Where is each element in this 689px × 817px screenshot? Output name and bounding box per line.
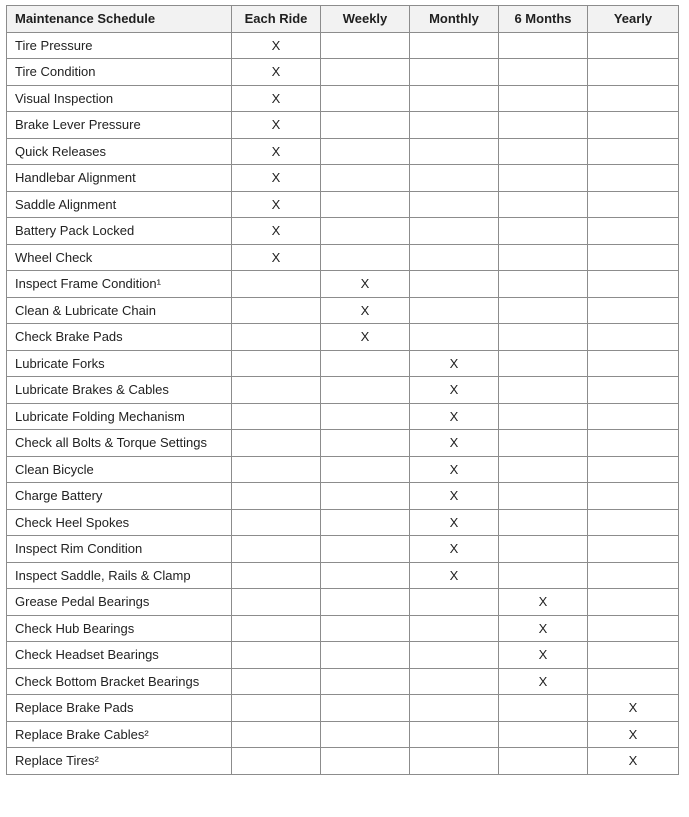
cell-monthly: [410, 695, 499, 722]
task-label: Check Brake Pads: [7, 324, 232, 351]
schedule-body: [7, 32, 679, 774]
table-row: [7, 244, 679, 271]
cell-6-months: [499, 695, 588, 722]
table-row: [7, 430, 679, 457]
cell-monthly: [410, 218, 499, 245]
cell-weekly: X: [321, 324, 410, 351]
cell-6-months: [499, 483, 588, 510]
cell-weekly: [321, 668, 410, 695]
cell-each-ride: [232, 589, 321, 616]
task-label: Check Hub Bearings: [7, 615, 232, 642]
cell-6-months: [499, 562, 588, 589]
task-label: Replace Brake Cables²: [7, 721, 232, 748]
cell-each-ride: X: [232, 191, 321, 218]
cell-monthly: [410, 297, 499, 324]
cell-monthly: X: [410, 456, 499, 483]
cell-weekly: [321, 483, 410, 510]
cell-yearly: [588, 377, 679, 404]
cell-monthly: X: [410, 483, 499, 510]
task-label: Inspect Rim Condition: [7, 536, 232, 563]
table-row: [7, 589, 679, 616]
task-label: Lubricate Forks: [7, 350, 232, 377]
cell-each-ride: [232, 721, 321, 748]
cell-monthly: [410, 59, 499, 86]
table-row: [7, 642, 679, 669]
table-row: [7, 138, 679, 165]
cell-6-months: [499, 430, 588, 457]
cell-yearly: X: [588, 721, 679, 748]
cell-weekly: [321, 59, 410, 86]
header-monthly: Monthly: [410, 6, 499, 33]
cell-each-ride: X: [232, 32, 321, 59]
cell-6-months: [499, 165, 588, 192]
cell-6-months: [499, 456, 588, 483]
table-row: [7, 668, 679, 695]
cell-each-ride: [232, 430, 321, 457]
cell-weekly: [321, 748, 410, 775]
table-row: [7, 509, 679, 536]
cell-each-ride: [232, 324, 321, 351]
cell-yearly: [588, 589, 679, 616]
cell-monthly: X: [410, 403, 499, 430]
cell-each-ride: X: [232, 218, 321, 245]
cell-yearly: [588, 324, 679, 351]
cell-6-months: [499, 403, 588, 430]
cell-yearly: [588, 191, 679, 218]
cell-6-months: [499, 244, 588, 271]
cell-each-ride: [232, 642, 321, 669]
cell-6-months: [499, 297, 588, 324]
cell-yearly: [588, 165, 679, 192]
cell-6-months: [499, 218, 588, 245]
table-row: [7, 377, 679, 404]
cell-each-ride: [232, 350, 321, 377]
cell-each-ride: [232, 536, 321, 563]
cell-yearly: [588, 218, 679, 245]
cell-weekly: [321, 138, 410, 165]
cell-each-ride: X: [232, 138, 321, 165]
cell-6-months: [499, 85, 588, 112]
cell-each-ride: X: [232, 244, 321, 271]
header-weekly: Weekly: [321, 6, 410, 33]
cell-6-months: [499, 324, 588, 351]
cell-each-ride: X: [232, 165, 321, 192]
cell-yearly: [588, 430, 679, 457]
task-label: Tire Pressure: [7, 32, 232, 59]
cell-weekly: [321, 642, 410, 669]
task-label: Handlebar Alignment: [7, 165, 232, 192]
table-row: [7, 350, 679, 377]
cell-monthly: [410, 32, 499, 59]
task-label: Grease Pedal Bearings: [7, 589, 232, 616]
cell-weekly: [321, 562, 410, 589]
task-label: Battery Pack Locked: [7, 218, 232, 245]
cell-yearly: [588, 85, 679, 112]
table-row: [7, 85, 679, 112]
table-row: [7, 218, 679, 245]
cell-each-ride: [232, 562, 321, 589]
cell-6-months: [499, 377, 588, 404]
task-label: Charge Battery: [7, 483, 232, 510]
task-label: Lubricate Brakes & Cables: [7, 377, 232, 404]
cell-weekly: [321, 721, 410, 748]
cell-each-ride: [232, 377, 321, 404]
cell-weekly: X: [321, 297, 410, 324]
cell-6-months: [499, 138, 588, 165]
task-label: Inspect Frame Condition¹: [7, 271, 232, 298]
cell-weekly: [321, 430, 410, 457]
cell-each-ride: [232, 271, 321, 298]
task-label: Clean Bicycle: [7, 456, 232, 483]
task-label: Replace Brake Pads: [7, 695, 232, 722]
task-label: Clean & Lubricate Chain: [7, 297, 232, 324]
cell-yearly: X: [588, 748, 679, 775]
cell-6-months: [499, 59, 588, 86]
cell-monthly: [410, 244, 499, 271]
table-row: [7, 536, 679, 563]
header-task: Maintenance Schedule: [7, 6, 232, 33]
header-row: [7, 6, 679, 33]
task-label: Tire Condition: [7, 59, 232, 86]
cell-6-months: [499, 350, 588, 377]
cell-yearly: [588, 244, 679, 271]
cell-each-ride: [232, 748, 321, 775]
task-label: Lubricate Folding Mechanism: [7, 403, 232, 430]
task-label: Wheel Check: [7, 244, 232, 271]
cell-yearly: [588, 483, 679, 510]
cell-each-ride: [232, 668, 321, 695]
cell-6-months: [499, 509, 588, 536]
task-label: Check all Bolts & Torque Settings: [7, 430, 232, 457]
cell-monthly: [410, 721, 499, 748]
cell-6-months: [499, 191, 588, 218]
cell-yearly: [588, 350, 679, 377]
task-label: Check Bottom Bracket Bearings: [7, 668, 232, 695]
table-row: [7, 32, 679, 59]
table-row: [7, 271, 679, 298]
task-label: Inspect Saddle, Rails & Clamp: [7, 562, 232, 589]
cell-yearly: [588, 297, 679, 324]
task-label: Check Headset Bearings: [7, 642, 232, 669]
table-row: [7, 456, 679, 483]
cell-weekly: [321, 456, 410, 483]
cell-each-ride: [232, 615, 321, 642]
cell-weekly: [321, 350, 410, 377]
cell-6-months: [499, 748, 588, 775]
table-row: [7, 562, 679, 589]
cell-weekly: [321, 589, 410, 616]
table-row: [7, 165, 679, 192]
cell-weekly: [321, 403, 410, 430]
cell-weekly: [321, 32, 410, 59]
cell-yearly: [588, 456, 679, 483]
cell-6-months: X: [499, 615, 588, 642]
table-row: [7, 483, 679, 510]
cell-weekly: [321, 695, 410, 722]
maintenance-schedule-table: [6, 5, 679, 775]
cell-weekly: [321, 244, 410, 271]
header-yearly: Yearly: [588, 6, 679, 33]
task-label: Brake Lever Pressure: [7, 112, 232, 139]
cell-monthly: [410, 85, 499, 112]
cell-monthly: X: [410, 536, 499, 563]
task-label: Check Heel Spokes: [7, 509, 232, 536]
cell-yearly: [588, 112, 679, 139]
cell-monthly: X: [410, 430, 499, 457]
cell-monthly: [410, 748, 499, 775]
cell-monthly: [410, 191, 499, 218]
cell-monthly: [410, 324, 499, 351]
cell-6-months: X: [499, 668, 588, 695]
cell-yearly: [588, 615, 679, 642]
table-row: [7, 191, 679, 218]
cell-each-ride: [232, 483, 321, 510]
table-row: [7, 403, 679, 430]
cell-yearly: [588, 271, 679, 298]
cell-each-ride: [232, 297, 321, 324]
cell-yearly: [588, 32, 679, 59]
task-label: Saddle Alignment: [7, 191, 232, 218]
cell-each-ride: [232, 456, 321, 483]
table-row: [7, 324, 679, 351]
cell-each-ride: [232, 695, 321, 722]
cell-yearly: [588, 536, 679, 563]
cell-yearly: [588, 138, 679, 165]
cell-monthly: [410, 589, 499, 616]
cell-monthly: [410, 271, 499, 298]
cell-each-ride: [232, 509, 321, 536]
cell-weekly: [321, 112, 410, 139]
cell-yearly: [588, 59, 679, 86]
cell-monthly: X: [410, 377, 499, 404]
cell-weekly: [321, 165, 410, 192]
task-label: Visual Inspection: [7, 85, 232, 112]
cell-weekly: [321, 191, 410, 218]
task-label: Replace Tires²: [7, 748, 232, 775]
cell-weekly: [321, 615, 410, 642]
cell-monthly: [410, 615, 499, 642]
cell-yearly: X: [588, 695, 679, 722]
table-row: [7, 112, 679, 139]
cell-6-months: [499, 536, 588, 563]
cell-each-ride: [232, 403, 321, 430]
table-row: [7, 297, 679, 324]
cell-6-months: X: [499, 642, 588, 669]
cell-6-months: X: [499, 589, 588, 616]
cell-monthly: X: [410, 350, 499, 377]
cell-6-months: [499, 32, 588, 59]
table-row: [7, 721, 679, 748]
cell-monthly: X: [410, 509, 499, 536]
cell-weekly: [321, 377, 410, 404]
cell-yearly: [588, 403, 679, 430]
table-row: [7, 748, 679, 775]
table-row: [7, 615, 679, 642]
cell-each-ride: X: [232, 59, 321, 86]
header-each-ride: Each Ride: [232, 6, 321, 33]
cell-yearly: [588, 509, 679, 536]
cell-each-ride: X: [232, 85, 321, 112]
cell-monthly: [410, 112, 499, 139]
task-label: Quick Releases: [7, 138, 232, 165]
cell-weekly: [321, 509, 410, 536]
cell-yearly: [588, 642, 679, 669]
cell-monthly: [410, 668, 499, 695]
table-row: [7, 695, 679, 722]
cell-monthly: X: [410, 562, 499, 589]
table-row: [7, 59, 679, 86]
header-6-months: 6 Months: [499, 6, 588, 33]
cell-yearly: [588, 668, 679, 695]
cell-each-ride: X: [232, 112, 321, 139]
cell-monthly: [410, 642, 499, 669]
cell-weekly: [321, 85, 410, 112]
cell-weekly: X: [321, 271, 410, 298]
cell-yearly: [588, 562, 679, 589]
cell-monthly: [410, 138, 499, 165]
cell-monthly: [410, 165, 499, 192]
cell-weekly: [321, 536, 410, 563]
cell-weekly: [321, 218, 410, 245]
cell-6-months: [499, 271, 588, 298]
cell-6-months: [499, 112, 588, 139]
cell-6-months: [499, 721, 588, 748]
